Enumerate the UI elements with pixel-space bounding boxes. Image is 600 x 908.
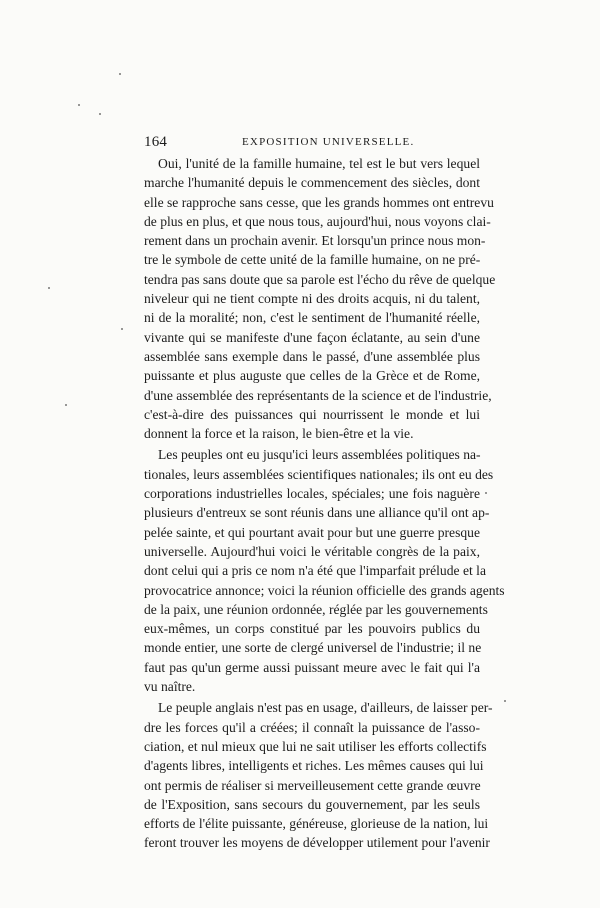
text-line: de la paix, une réunion ordonnée, réglée par les gouvernements bbox=[144, 601, 488, 617]
text-line: tionales, leurs assemblées scientifiques nationales; ils ont eu des bbox=[144, 466, 494, 482]
print-speck bbox=[504, 700, 506, 702]
running-title: EXPOSITION UNIVERSELLE. bbox=[242, 136, 415, 148]
text-line: Le peuple anglais n'est pas en usage, d'ailleurs, de laisser per- bbox=[158, 700, 493, 716]
text-line: vivante qui se manifeste d'une façon éclatante, au sein d'une bbox=[144, 329, 480, 345]
print-speck bbox=[65, 404, 67, 406]
text-line: c'est-à-dire des puissances qui nourrissent le monde et lui bbox=[144, 406, 480, 422]
paragraph-3 bbox=[144, 698, 493, 852]
paragraph-2 bbox=[144, 445, 505, 696]
text-line: de l'Exposition, sans secours du gouvernement, par les seuls bbox=[144, 796, 480, 812]
text-line: ciation, et nul mieux que lui ne sait utiliser les efforts collectifs bbox=[144, 738, 487, 754]
print-speck bbox=[121, 328, 123, 330]
print-speck bbox=[119, 73, 121, 75]
page-number: 164 bbox=[144, 134, 168, 150]
text-line: pelée sainte, et qui pourtant avait pour but une guerre presque bbox=[144, 524, 480, 540]
text-line: d'une assemblée des représentants de la science et de l'industrie, bbox=[144, 387, 492, 403]
text-line: puissante et plus auguste que celles de la Grèce et de Rome, bbox=[144, 368, 480, 384]
text-line: assemblée sans exemple dans le passé, d'une assemblée plus bbox=[144, 348, 480, 364]
text-line: dre les forces qu'il a créées; il connaît la puissance de l'asso- bbox=[144, 719, 480, 735]
print-speck bbox=[485, 492, 487, 494]
text-line: efforts de l'élite puissante, généreuse, glorieuse de la nation, lui bbox=[144, 816, 489, 832]
text-line: Les peuples ont eu jusqu'ici leurs assemblées politiques na- bbox=[158, 447, 481, 463]
text-line: ni de la moralité; non, c'est le sentiment de l'humanité réelle, bbox=[144, 310, 480, 326]
text-line: provocatrice annonce; voici la réunion officielle des grands agents bbox=[144, 582, 505, 598]
text-line: marche l'humanité depuis le commencement des siècles, dont bbox=[144, 175, 480, 191]
text-line: Oui, l'unité de la famille humaine, tel est le but vers lequel bbox=[158, 156, 480, 171]
text-line: de plus en plus, et que nous tous, aujourd'hui, nous voyons clai- bbox=[144, 213, 491, 229]
body-text bbox=[144, 154, 505, 853]
print-speck bbox=[48, 287, 50, 289]
paragraph-1 bbox=[144, 154, 496, 443]
text-line: tre le symbole de cette unité de la famille humaine, on ne pré- bbox=[144, 252, 481, 268]
text-line: plusieurs d'entreux se sont réunis dans une alliance qu'il ont ap- bbox=[144, 505, 490, 521]
text-line: monde entier, une sorte de clergé universel de l'industrie; il ne bbox=[144, 640, 482, 656]
text-line: dont celui qui a pris ce nom n'a été que l'imparfait prélude et la bbox=[144, 563, 486, 579]
text-line: feront trouver les moyens de développer utilement pour l'avenir bbox=[144, 835, 490, 851]
print-speck bbox=[78, 104, 80, 106]
text-line: corporations industrielles locales, spéciales; une fois naguère bbox=[144, 486, 480, 502]
text-line: vu naître. bbox=[144, 679, 196, 695]
text-line: rement dans un prochain avenir. Et lorsqu'un prince nous mon- bbox=[144, 233, 486, 249]
text-line: tendra pas sans doute que sa parole est l'écho du rêve de quelque bbox=[144, 271, 496, 287]
text-line: niveleur qui ne tient compte ni des droits acquis, ni du talent, bbox=[144, 291, 480, 307]
text-line: eux-mêmes, un corps constitué par les pouvoirs publics du bbox=[144, 621, 480, 637]
text-line: universelle. Aujourd'hui voici le véritable congrès de la paix, bbox=[144, 543, 480, 559]
text-line: donnent la force et la raison, le bien-être et la vie. bbox=[144, 426, 414, 442]
running-head bbox=[144, 134, 484, 154]
print-speck bbox=[99, 113, 101, 115]
text-line: elle se rapproche sans cesse, que les grands hommes ont entrevu bbox=[144, 194, 494, 210]
text-line: faut pas qu'un germe aussi puissant meure avec le fait qui l'a bbox=[144, 659, 480, 675]
text-line: d'agents libres, intelligents et riches. Les mêmes causes qui lui bbox=[144, 758, 484, 774]
text-line: ont permis de réaliser si merveilleusement cette grande œuvre bbox=[144, 777, 481, 793]
